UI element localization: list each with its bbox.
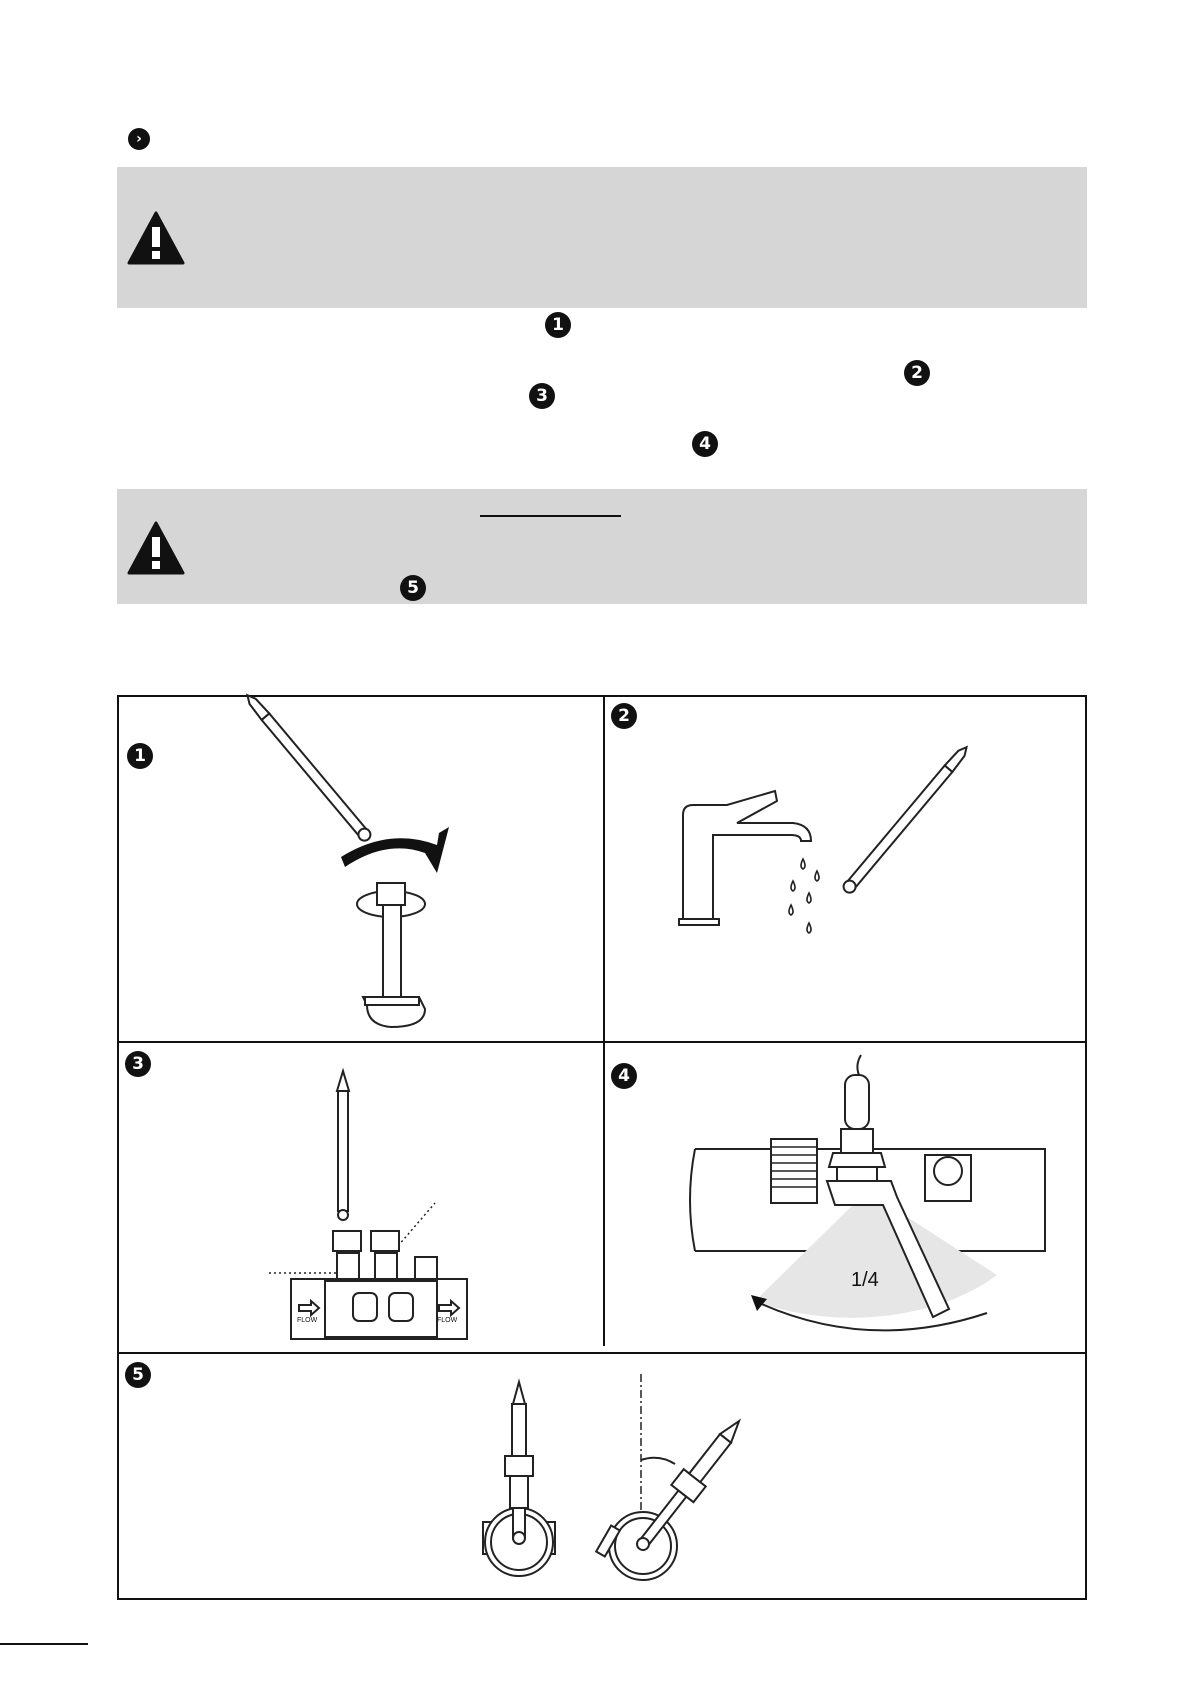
warning-box-1 [117,167,1087,308]
insert-probe-illustration [119,1043,603,1352]
probe-remove-illustration [119,697,603,1041]
panel-number-1: 1 [127,743,153,769]
warning-box-2 [117,489,1087,604]
figure-panel-1 [119,697,603,1041]
figure-panel-5 [119,1354,1085,1600]
rinse-probe-illustration [605,697,1085,1041]
step-marker-2: 2 [904,360,930,386]
flow-label-right: FLOW [437,1317,458,1324]
warning-triangle-icon [127,211,185,265]
panel-number-4: 4 [611,1063,637,1089]
step-marker-3: 3 [529,383,555,409]
warning-triangle-icon [127,521,185,575]
footer-rule [0,1643,88,1645]
figure-panel-2 [605,697,1085,1041]
figure-panel-3 [119,1043,603,1352]
panel-number-2: 2 [611,703,637,729]
probe-angle-illustration [119,1354,1085,1600]
panel-number-5: 5 [125,1362,151,1388]
flow-label-left: FLOW [297,1317,318,1324]
underline-rule [480,515,621,517]
tighten-probe-illustration [605,1043,1085,1352]
rotation-label: 1/4 [851,1269,879,1291]
step-marker-5: 5 [400,575,426,601]
panel-number-3: 3 [125,1051,151,1077]
chevron-right-circle-icon: › [128,128,150,150]
figure-grid [117,695,1087,1600]
step-marker-1: 1 [545,312,571,338]
step-marker-4: 4 [692,431,718,457]
figure-panel-4 [605,1043,1085,1352]
